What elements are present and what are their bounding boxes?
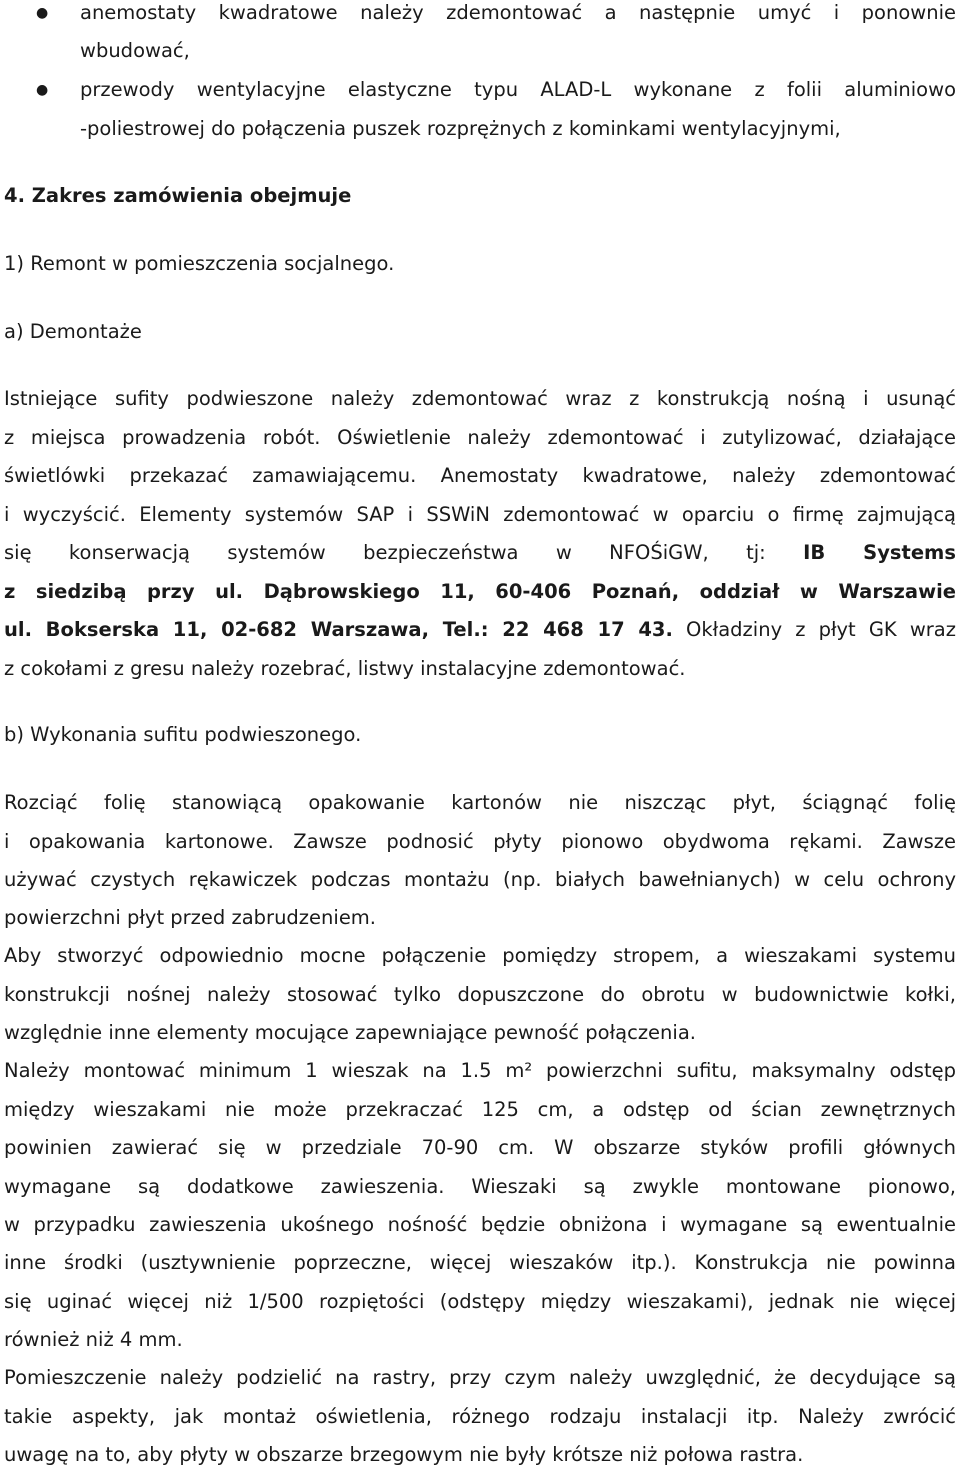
paragraph-b3-line: wymagane są dodatkowe zawieszenia. Wieszaki są zwykle montowane pionowo, [4, 1175, 956, 1198]
bullet-marker: ● [36, 82, 49, 98]
paragraph-a-line: Istniejące sufity podwieszone należy zdemontować wraz z konstrukcją nośną i usunąć [4, 387, 956, 410]
paragraph-a-line [4, 540, 956, 566]
paragraph-b3-line: Należy montować minimum 1 wieszak na 1.5 m² powierzchni sufitu, maksymalny odstęp [4, 1059, 956, 1082]
paragraph-b3-line: w przypadku zawieszenia ukośnego nośność będzie obniżona i wymagane są ewentualnie [4, 1213, 956, 1236]
bullet-2-line-1: przewody wentylacyjne elastyczne typu ALAD-L wykonane z folii aluminiowo [80, 78, 956, 101]
paragraph-a-line: z cokołami z gresu należy rozebrać, listwy instalacyjne zdemontować. [4, 657, 686, 680]
paragraph-b4-line: takie aspekty, jak montaż oświetlenia, różnego rodzaju instalacji itp. Należy zwrócić [4, 1405, 956, 1428]
paragraph-b1-line: i opakowania kartonowe. Zawsze podnosić płyty pionowo obydwoma rękami. Zawsze [4, 830, 956, 853]
paragraph-a-text: Okładziny z płyt GK wraz [672, 618, 956, 641]
subsection-heading: 1) Remont w pomieszczenia socjalnego. [4, 252, 395, 275]
bullet-1-line-2: wbudować, [80, 39, 190, 62]
paragraph-b4-line: uwagę na to, aby płyty w obszarze brzegowym nie były krótsze niż połowa rastra. [4, 1443, 804, 1466]
bullet-1-line-1: anemostaty kwadratowe należy zdemontować a następnie umyć i ponownie [80, 1, 956, 24]
paragraph-a-line: z miejsca prowadzenia robót. Oświetlenie należy zdemontować i zutylizować, działające [4, 426, 956, 449]
bullet-marker: ● [36, 5, 49, 21]
paragraph-b1-line: Rozciąć folię stanowiącą opakowanie kartonów nie niszcząc płyt, ściągnąć folię [4, 791, 956, 814]
section-heading: 4. Zakres zamówienia obejmuje [4, 184, 352, 207]
paragraph-a-line [4, 617, 956, 643]
paragraph-b1-line: powierzchni płyt przed zabrudzeniem. [4, 906, 377, 929]
paragraph-b3-line: również niż 4 mm. [4, 1328, 183, 1351]
paragraph-b3-line: inne środki (usztywnienie poprzeczne, więcej wieszaków itp.). Konstrukcja nie powinna [4, 1251, 956, 1274]
company-contact: ul. Bokserska 11, 02-682 Warszawa, Tel.: 22 468 17 43. [4, 618, 673, 641]
company-name: IB Systems [803, 541, 956, 564]
paragraph-b3-line: powinien zawierać się w przedziale 70-90 cm. W obszarze styków profili głównych [4, 1136, 956, 1159]
paragraph-a-text: się konserwacją systemów bezpieczeństwa w NFOŚiGW, tj: [4, 541, 804, 564]
paragraph-b2-line: konstrukcji nośnej należy stosować tylko dopuszczone do obrotu w budownictwie kołki, [4, 983, 956, 1006]
company-address: z siedzibą przy ul. Dąbrowskiego 11, 60-406 Poznań, oddział w Warszawie [4, 580, 956, 603]
bullet-2-line-2: -poliestrowej do połączenia puszek rozprężnych z kominkami wentylacyjnymi, [80, 117, 841, 140]
paragraph-a-line: świetlówki przekazać zamawiającemu. Anemostaty kwadratowe, należy zdemontować [4, 464, 956, 487]
paragraph-b3-line: się uginać więcej niż 1/500 rozpiętości (odstępy między wieszakami), jednak nie więcej [4, 1290, 956, 1313]
heading-a: a) Demontaże [4, 320, 142, 343]
paragraph-b1-line: używać czystych rękawiczek podczas montażu (np. białych bawełnianych) w celu ochrony [4, 868, 956, 891]
paragraph-b2-line: Aby stworzyć odpowiednio mocne połączenie pomiędzy stropem, a wieszakami systemu [4, 944, 956, 967]
paragraph-b4-line: Pomieszczenie należy podzielić na rastry, przy czym należy uwzględnić, że decydujące są [4, 1366, 956, 1389]
heading-b: b) Wykonania sufitu podwieszonego. [4, 723, 362, 746]
paragraph-b2-line: względnie inne elementy mocujące zapewniające pewność połączenia. [4, 1021, 696, 1044]
paragraph-a-line: i wyczyścić. Elementy systemów SAP i SSWiN zdemontować w oparciu o firmę zajmującą [4, 503, 956, 526]
paragraph-b3-line: między wieszakami nie może przekraczać 125 cm, a odstęp od ścian zewnętrznych [4, 1098, 956, 1121]
